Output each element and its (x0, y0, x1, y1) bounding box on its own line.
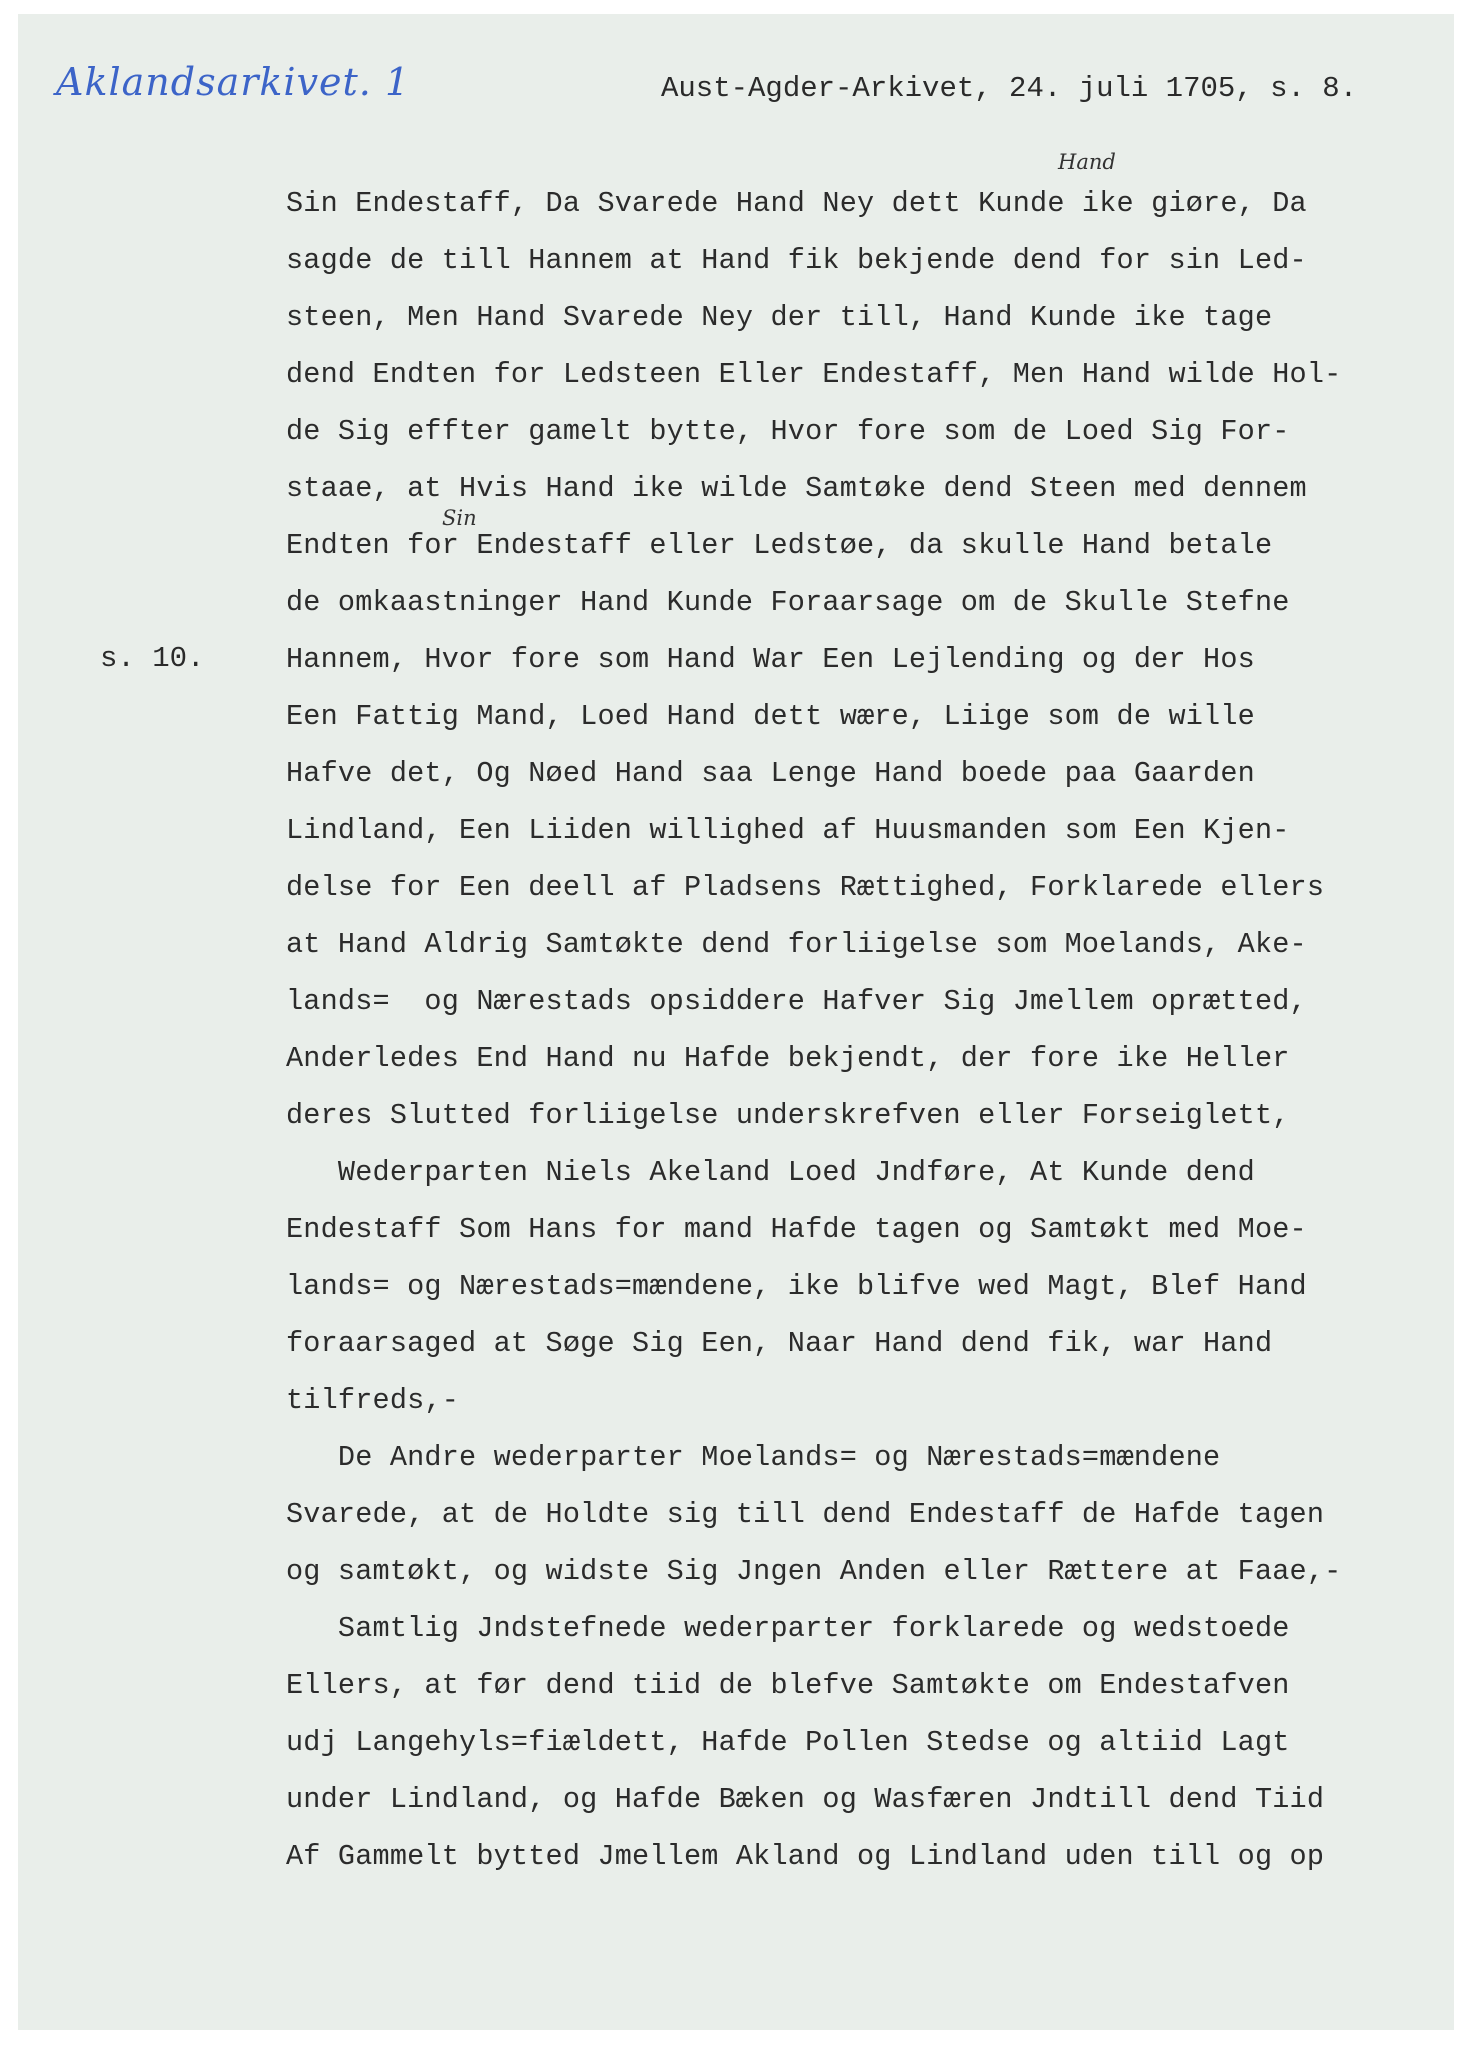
text-line: dend Endten for Ledsteen Eller Endestaff, Men Hand wilde Hol- (286, 358, 1342, 391)
text-line: Lindland, Een Liiden willighed af Huusmanden som Een Kjen- (286, 814, 1290, 847)
text-line: lands= og Nærestads opsiddere Hafver Sig Jmellem oprætted, (286, 985, 1307, 1018)
text-line: Ellers, at før dend tiid de blefve Samtøkte om Endestafven (286, 1669, 1290, 1702)
text-line: delse for Een deell af Pladsens Rættighed, Forklarede ellers (286, 871, 1325, 904)
margin-page-reference: s. 10. (100, 642, 205, 675)
text-line: Endten for Endestaff eller Ledstøe, da skulle Hand betale (286, 529, 1273, 562)
text-line: tilfreds,- (286, 1384, 460, 1417)
text-line: deres Slutted forliigelse underskrefven eller Forseiglett, (286, 1099, 1290, 1132)
text-line: at Hand Aldrig Samtøkte dend forliigelse som Moelands, Ake- (286, 928, 1307, 961)
text-line: Anderledes End Hand nu Hafde bekjendt, der fore ike Heller (286, 1042, 1290, 1075)
text-line: udj Langehyls=fiældett, Hafde Pollen Stedse og altiid Lagt (286, 1726, 1290, 1759)
interlinear-hand: Hand (1058, 150, 1116, 174)
text-line: de Sig effter gamelt bytte, Hvor fore som de Loed Sig For- (286, 415, 1290, 448)
text-line: under Lindland, og Hafde Bæken og Wasfæren Jndtill dend Tiid (286, 1783, 1325, 1816)
page-header: Aust-Agder-Arkivet, 24. juli 1705, s. 8. (661, 72, 1358, 105)
text-line: steen, Men Hand Svarede Ney der till, Hand Kunde ike tage (286, 301, 1273, 334)
text-line: og samtøkt, og widste Sig Jngen Anden eller Rættere at Faae,- (286, 1555, 1342, 1588)
interlinear-sin: Sin (442, 506, 477, 530)
text-line: Sin Endestaff, Da Svarede Hand Ney dett Kunde ike giøre, Da (286, 187, 1307, 220)
handwritten-archive-note: Aklandsarkivet. 1 (56, 60, 411, 104)
text-line: Hannem, Hvor fore som Hand War Een Lejlending og der Hos (286, 643, 1255, 676)
text-line: Svarede, at de Holdte sig till dend Endestaff de Hafde tagen (286, 1498, 1325, 1531)
document-page (18, 14, 1454, 2030)
text-line: foraarsaged at Søge Sig Een, Naar Hand dend fik, war Hand (286, 1327, 1273, 1360)
text-line: Endestaff Som Hans for mand Hafde tagen og Samtøkt med Moe- (286, 1213, 1307, 1246)
text-line: Wederparten Niels Akeland Loed Jndføre, At Kunde dend (286, 1156, 1255, 1189)
text-line: de omkaastninger Hand Kunde Foraarsage om de Skulle Stefne (286, 586, 1290, 619)
text-line: sagde de till Hannem at Hand fik bekjende dend for sin Led- (286, 244, 1307, 277)
text-line: staae, at Hvis Hand ike wilde Samtøke dend Steen med dennem (286, 472, 1307, 505)
text-line: Hafve det, Og Nøed Hand saa Lenge Hand boede paa Gaarden (286, 757, 1255, 790)
text-line: De Andre wederparter Moelands= og Nærestads=mændene (286, 1441, 1221, 1474)
text-line: Af Gammelt bytted Jmellem Akland og Lindland uden till og op (286, 1840, 1325, 1873)
text-line: lands= og Nærestads=mændene, ike blifve wed Magt, Blef Hand (286, 1270, 1307, 1303)
text-line: Een Fattig Mand, Loed Hand dett wære, Liige som de wille (286, 700, 1255, 733)
text-line: Samtlig Jndstefnede wederparter forklarede og wedstoede (286, 1612, 1290, 1645)
